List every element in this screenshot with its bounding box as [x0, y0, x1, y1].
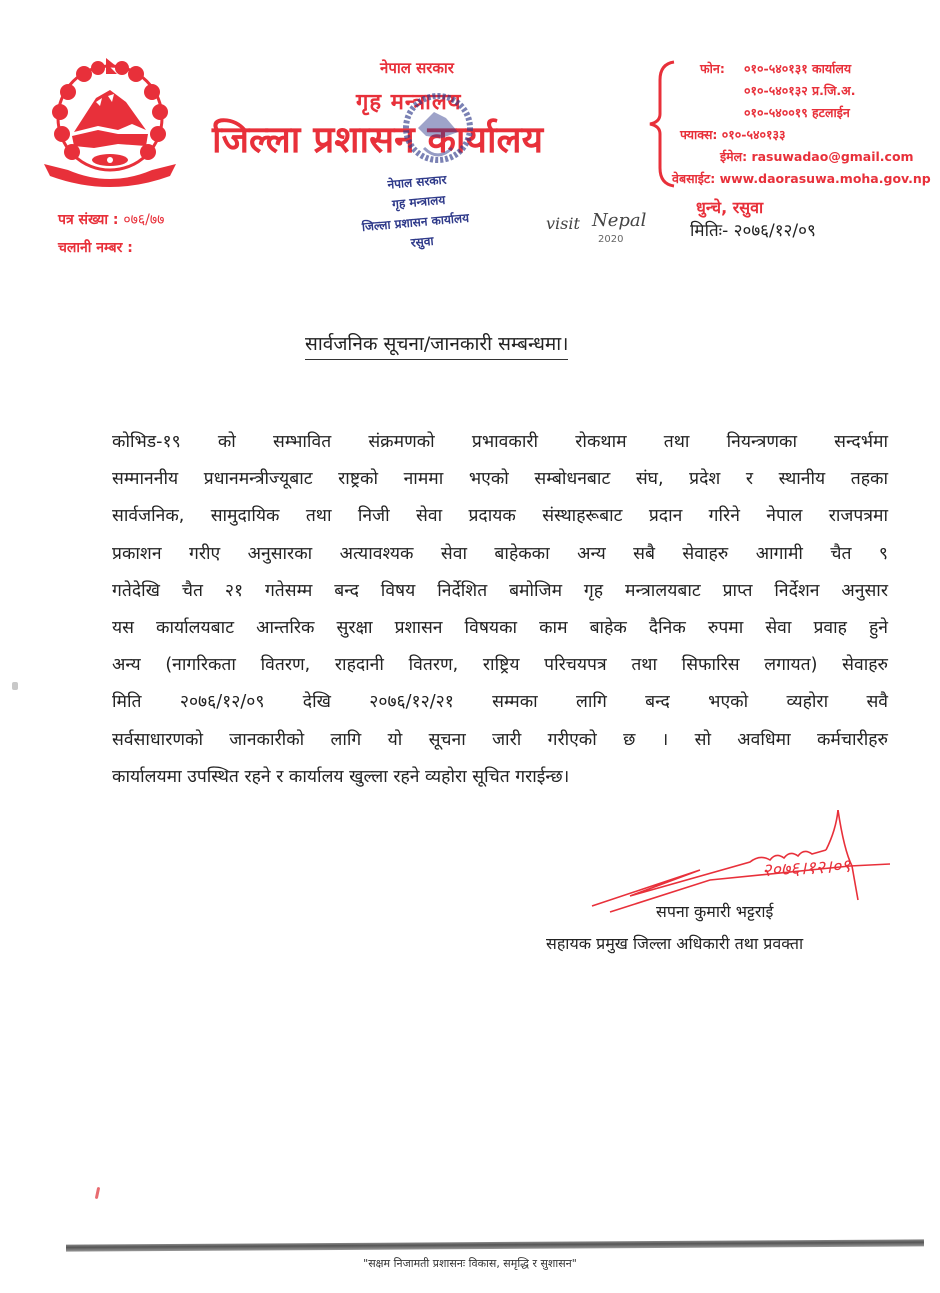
body-line: कोभिड-१९ को सम्भावित संक्रमणको प्रभावकारी रोकथाम तथा नियन्त्रणका सन्दर्भमा [112, 432, 888, 452]
office-name: जिल्ला प्रशासन कार्यालय [212, 118, 544, 161]
phone-hotline: ०१०-५४००१९ हटलाईन [744, 105, 850, 120]
contact-phone-row-1 [680, 58, 930, 80]
contact-block [672, 58, 931, 190]
letter-number-row [58, 206, 164, 234]
contact-phone-row-3 [680, 102, 930, 124]
visit-nepal-logo [546, 200, 666, 250]
signatory-title: सहायक प्रमुख जिल्ला अधिकारी तथा प्रवक्ता [546, 934, 804, 953]
notice-body [112, 424, 888, 796]
signatory-name: सपना कुमारी भट्टराई [656, 902, 774, 921]
signature-date: २०७६।१२।०९ [761, 855, 852, 882]
nepal-emblem-logo [38, 52, 182, 192]
reference-block [58, 206, 164, 262]
phone-office: ०१०-५४०१३१ कार्यालय [744, 61, 852, 76]
dispatch-number-label: चलानी नम्बर : [58, 240, 133, 256]
place: धुन्चे, रसुवा [696, 198, 764, 217]
letter-number-label: पत्र संख्या : [58, 212, 119, 228]
stray-mark [95, 1187, 100, 1199]
stamp-line-3: जिल्ला प्रशासन कार्यालय [361, 210, 470, 235]
contact-email-row [680, 146, 930, 168]
stray-mark [12, 682, 18, 690]
body-line: कार्यालयमा उपस्थित रहने र कार्यालय खुल्ला रहने व्यहोरा सूचित गराईन्छ। [112, 766, 570, 787]
body-line: यस कार्यालयबाट आन्तरिक सुरक्षा प्रशासन विषयका काम बाहेक दैनिक रुपमा सेवा प्रवाह हुने [112, 617, 888, 638]
contact-fax-row [680, 124, 930, 146]
ministry-name: गृह मन्त्रालय [356, 90, 462, 115]
body-line: सार्वजनिक, सामुदायिक तथा निजी सेवा प्रदायक संस्थाहरूबाट प्रदान गरिने नेपाल राजपत्रमा [112, 506, 888, 527]
body-line: अन्य (नागरिकता वितरण, राहदानी वितरण, राष्ट्रिय परिचयपत्र तथा सिफारिस लगायत) सेवाहरु [112, 655, 888, 676]
body-line: सम्माननीय प्रधानमन्त्रीज्यूबाट राष्ट्रको नाममा भएको सम्बोधनबाट संघ, प्रदेश र स्थानीय तहका [112, 469, 888, 490]
phone-label: फोन: [700, 61, 725, 76]
contact-phone-row-2 [680, 80, 930, 102]
stamp-line-1: नेपाल सरकार [386, 172, 448, 192]
letter-number-value: ०७६/७७ [123, 212, 165, 228]
office-stamp [356, 167, 483, 267]
stamp-seal-icon [398, 88, 478, 180]
subject-heading: सार्वजनिक सूचना/जानकारी सम्बन्धमा। [305, 330, 568, 360]
visit-nepal-word-2: Nepal [592, 210, 647, 231]
body-line: प्रकाशन गरीए अनुसारका अत्यावश्यक सेवा बाहेकका अन्य सबै सेवाहरु आगामी चैत ९ [112, 543, 888, 564]
footer-slogan: "सक्षम निजामती प्रशासनः विकास, समृद्धि र सुशासन" [363, 1257, 577, 1270]
letter-date: मितिः- २०७६/१२/०९ [690, 221, 816, 241]
fax-number: फ्याक्स: ०१०-५४०१३३ [680, 127, 786, 142]
stamp-line-4: रसुवा [410, 233, 435, 250]
government-name: नेपाल सरकार [380, 59, 454, 77]
email-address[interactable]: ईमेल: rasuwadao@gmail.com [720, 149, 914, 164]
footer-divider [66, 1239, 924, 1251]
body-line: मिति २०७६/१२/०९ देखि २०७६/१२/२१ सम्मका लागि बन्द भएको व्यहोरा सवै [112, 692, 888, 713]
stamp-line-2: गृह मन्त्रालय [391, 192, 446, 212]
website-link[interactable]: वेबसाईट: www.daorasuwa.moha.gov.np [672, 171, 931, 186]
visit-nepal-word-1: visit [546, 214, 580, 233]
contact-website-row [672, 168, 931, 190]
body-line: गतेदेखि चैत २१ गतेसम्म बन्द विषय निर्देशित बमोजिम गृह मन्त्रालयबाट प्राप्त निर्देशन अनुसार [112, 580, 888, 601]
phone-cdo: ०१०-५४०१३२ प्र.जि.अ. [744, 83, 856, 98]
body-line: सर्वसाधारणको जानकारीको लागि यो सूचना जारी गरीएको छ । सो अवधिमा कर्मचारीहरु [112, 729, 888, 750]
visit-nepal-year: 2020 [598, 234, 624, 245]
dispatch-number-row [58, 234, 164, 262]
